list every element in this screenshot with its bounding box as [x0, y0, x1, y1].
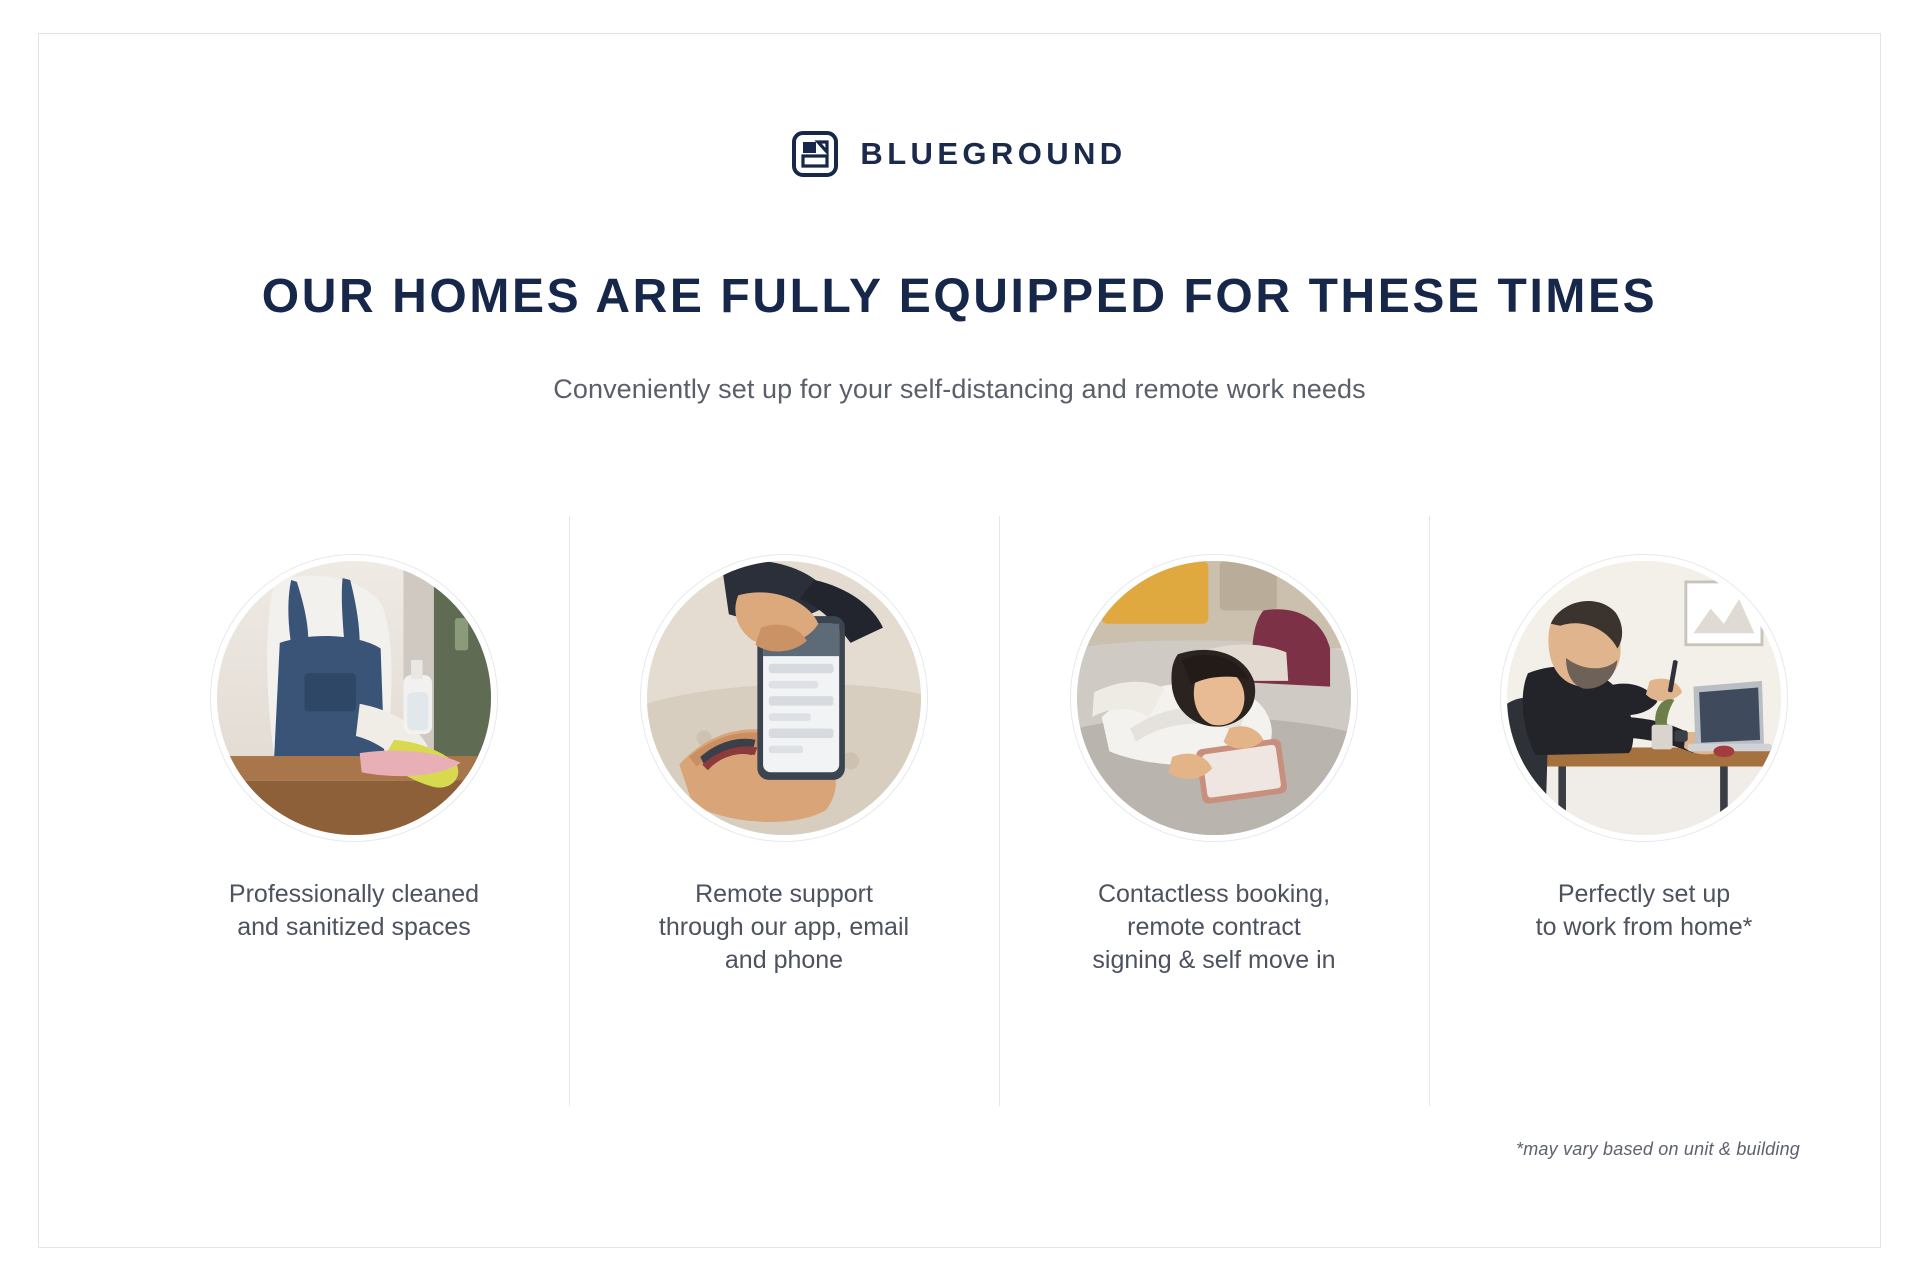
footnote: *may vary based on unit & building [1516, 1139, 1800, 1159]
woman-on-bed-with-tablet-photo [1077, 561, 1351, 835]
feature-column-cleaning [139, 516, 569, 1106]
feature-caption-line: through our app, email [658, 913, 910, 941]
feature-image-frame [1070, 554, 1358, 842]
feature-caption [1064, 878, 1364, 977]
feature-columns [139, 516, 1859, 1106]
feature-column-remote-support [569, 516, 999, 1106]
man-working-at-desk-photo [1507, 561, 1781, 835]
feature-caption [634, 878, 934, 977]
feature-caption-line: Perfectly set up [1557, 880, 1731, 908]
hands-holding-phone-photo [647, 561, 921, 835]
feature-column-contactless-booking [999, 516, 1429, 1106]
feature-caption-line: and phone [724, 946, 844, 974]
brand-logo [39, 131, 1880, 177]
feature-caption-line: signing & self move in [1092, 946, 1336, 974]
cleaning-person-photo [217, 561, 491, 835]
feature-caption-line: to work from home* [1535, 913, 1753, 941]
feature-image-frame [640, 554, 928, 842]
feature-column-work-from-home [1429, 516, 1859, 1106]
brand-name: BLUEGROUND [860, 136, 1127, 171]
feature-caption-line: remote contract [1127, 913, 1301, 941]
page-subtitle: Conveniently set up for your self-distancing and remote work needs [553, 374, 1366, 404]
blueground-logo-icon [792, 131, 838, 177]
feature-caption-line: Remote support [695, 880, 873, 908]
feature-caption-line: Professionally cleaned [228, 880, 480, 908]
feature-caption [204, 878, 504, 944]
feature-image-frame [1500, 554, 1788, 842]
feature-caption [1494, 878, 1794, 944]
feature-caption-line: Contactless booking, [1097, 880, 1331, 908]
page-title: OUR HOMES ARE FULLY EQUIPPED FOR THESE TIMES [261, 270, 1658, 323]
feature-caption-line: and sanitized spaces [237, 913, 471, 941]
poster-card [38, 33, 1881, 1248]
feature-image-frame [210, 554, 498, 842]
